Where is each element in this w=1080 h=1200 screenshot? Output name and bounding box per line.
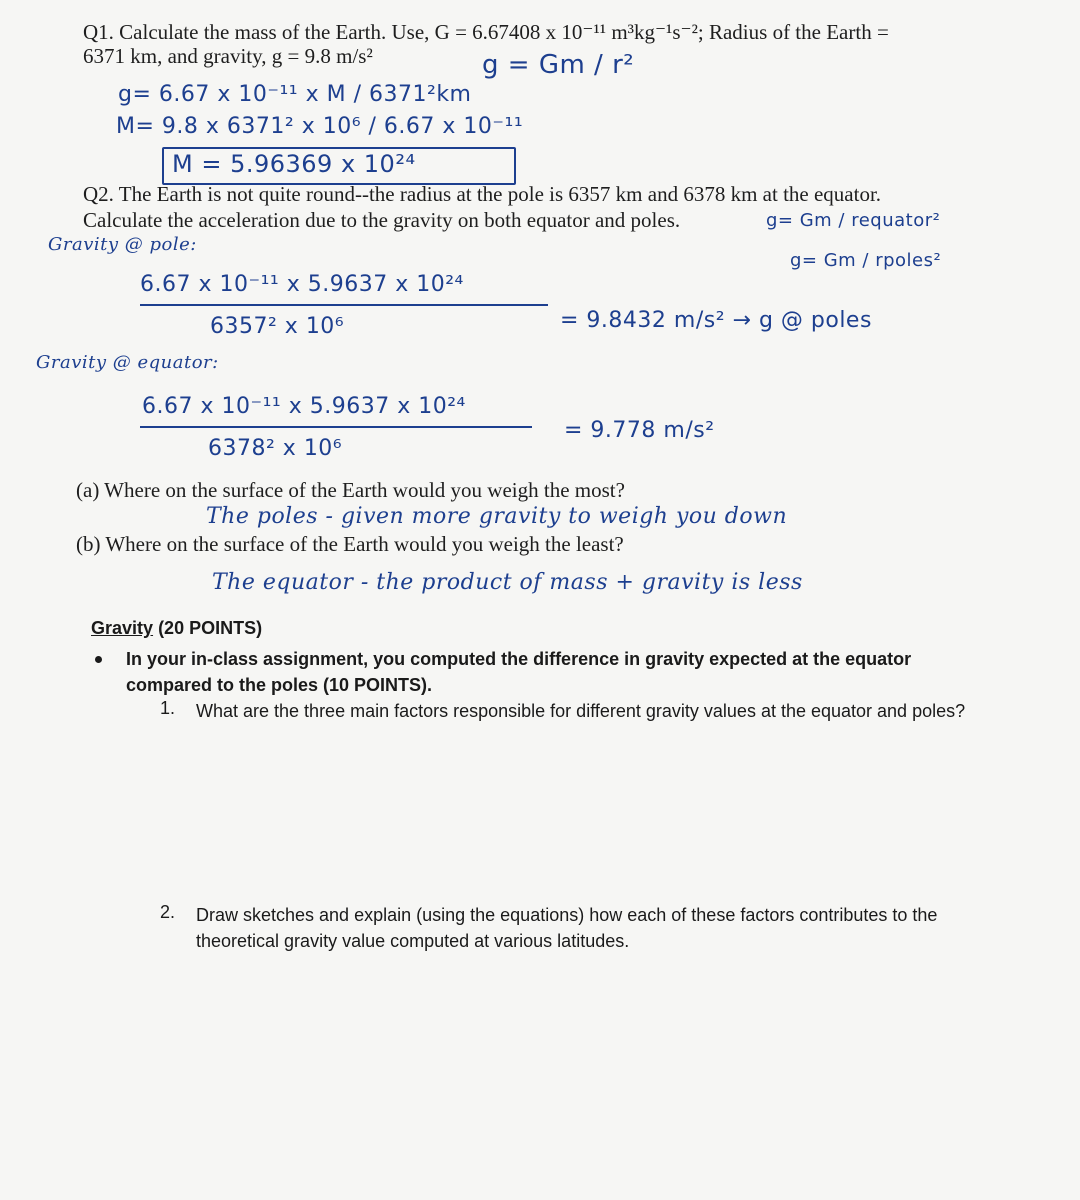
q2-answer-a: The poles - given more gravity to weigh you down <box>206 504 788 529</box>
q2-line-1: Q2. The Earth is not quite round--the radius at the pole is 6357 km and 6378 km at the equator. <box>83 182 882 206</box>
q2-equator-denominator: 6378² x 10⁶ <box>208 436 343 461</box>
q2-pole-denominator: 6357² x 10⁶ <box>210 314 345 339</box>
q2-pole-heading: Gravity @ pole: <box>48 234 197 255</box>
item-2-text: Draw sketches and explain (using the equations) how each of these factors contributes to the theoretical gravity value computed at various latitudes. <box>196 905 938 951</box>
item-2-number: 2. <box>160 902 176 922</box>
q1-line-2: 6371 km, and gravity, g = 9.8 m/s² <box>83 44 373 68</box>
q2-equator-numerator: 6.67 x 10⁻¹¹ x 5.9637 x 10²⁴ <box>142 394 466 419</box>
q2-equator-heading: Gravity @ equator: <box>36 352 219 373</box>
q2-formula-poles: g= Gm / rpoles² <box>790 250 942 271</box>
bullet-icon <box>95 656 102 663</box>
gravity-heading-word: Gravity <box>91 618 154 638</box>
q1-answer: M = 5.96369 x 10²⁴ <box>172 150 416 178</box>
q2-pole-result: = 9.8432 m/s² → g @ poles <box>560 308 872 333</box>
gravity-bullet-text: In your in-class assignment, you computed the difference in gravity expected at the equator compared to the poles (10 POINTS). <box>126 649 912 695</box>
q2-question-b: (b) Where on the surface of the Earth would you weigh the least? <box>76 532 624 556</box>
q2-question-a: (a) Where on the surface of the Earth would you weigh the most? <box>76 478 625 502</box>
q2-pole-fraction-line <box>140 304 548 306</box>
q2-answer-b: The equator - the product of mass + gravity is less <box>212 570 803 595</box>
item-1-number: 1. <box>160 698 176 718</box>
gravity-heading-points: (20 POINTS) <box>158 618 263 638</box>
gravity-section-heading <box>91 618 262 639</box>
item-1-text: What are the three main factors responsible for different gravity values at the equator and poles? <box>196 701 966 721</box>
q2-formula-equator: g= Gm / requator² <box>766 210 941 231</box>
q2-equator-result: = 9.778 m/s² <box>564 418 715 443</box>
q2-equator-fraction-line <box>140 426 532 428</box>
q1-line-1: Q1. Calculate the mass of the Earth. Use, G = 6.67408 x 10⁻¹¹ m³kg⁻¹s⁻²; Radius of the Earth = <box>83 20 889 44</box>
q1-work-1: g= 6.67 x 10⁻¹¹ x M / 6371²km <box>118 82 472 107</box>
q2-pole-numerator: 6.67 x 10⁻¹¹ x 5.9637 x 10²⁴ <box>140 272 464 297</box>
q2-line-2: Calculate the acceleration due to the gravity on both equator and poles. <box>83 208 681 232</box>
q1-formula: g = Gm / r² <box>482 50 635 80</box>
q1-work-2: M= 9.8 x 6371² x 10⁶ / 6.67 x 10⁻¹¹ <box>116 114 524 139</box>
